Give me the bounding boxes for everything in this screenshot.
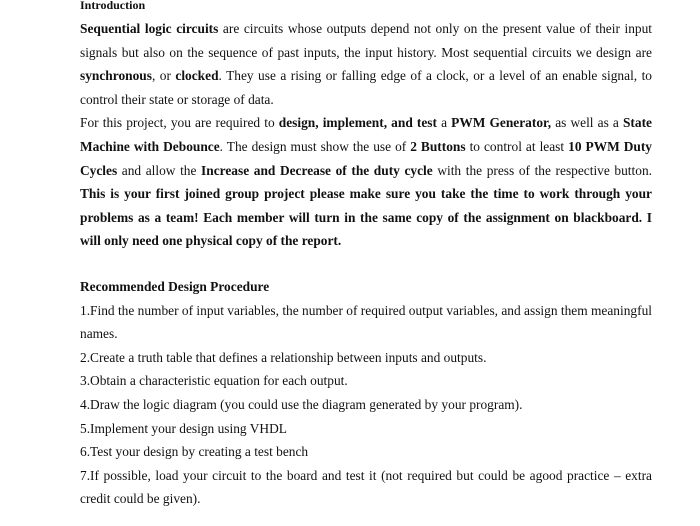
group-project-notice: This is your first joined group project please make sure you take the time to work through your problems as a team! Each member will turn in the same copy of the assignment on blackboard. I will only need one physical copy of the report. — [80, 186, 652, 249]
procedure-step: 4.Draw the logic diagram (you could use the diagram generated by your program). — [80, 396, 523, 412]
term-clocked: clocked — [175, 68, 219, 84]
intro-paragraph-sequential-logic: Sequential logic circuits are circuits whose outputs depend not only on the present value of their input signals but also on the sequence of past inputs, the input history. Most sequential circuits we design are synchronous, or clocked. They use a rising or falling edge of a clock, or a level of an enable signal, to control their state or storage of data. — [80, 21, 653, 107]
procedure-steps-list — [80, 299, 652, 511]
procedure-step: 2.Create a truth table that defines a relationship between inputs and outputs. — [80, 349, 487, 365]
term-synchronous: synchronous — [80, 68, 152, 84]
procedure-step: 3.Obtain a characteristic equation for each output. — [80, 373, 348, 389]
term-sequential-logic: Sequential logic circuits — [80, 21, 219, 36]
procedure-step: 7.If possible, load your circuit to the board and test it (not required but could be agood practice – extra credit could be given). — [80, 467, 652, 507]
procedure-step: 5.Implement your design using VHDL — [80, 420, 287, 436]
introduction-heading: Introduction — [80, 0, 146, 11]
procedure-step: 6.Test your design by creating a test bench — [80, 444, 309, 460]
procedure-heading: Recommended Design Procedure — [80, 278, 270, 294]
intro-paragraph-project: For this project, you are required to design, implement, and test a PWM Generator, as well as a State Machine with Debounce. The design must show the use of 2 Buttons to control at least 10 PWM Duty Cycles and allow the Increase and Decrease of the duty cycle with the press of the respective button. This is your first joined group project please make sure you take the time to work through your problems as a team! Each member will turn in the same copy of the assignment on blackboard. I will only need one physical copy of the report. — [80, 115, 652, 249]
section-gap — [80, 253, 652, 275]
procedure-step: 1.Find the number of input variables, the number of required output variables, and assign them meaningful names. — [80, 302, 652, 342]
